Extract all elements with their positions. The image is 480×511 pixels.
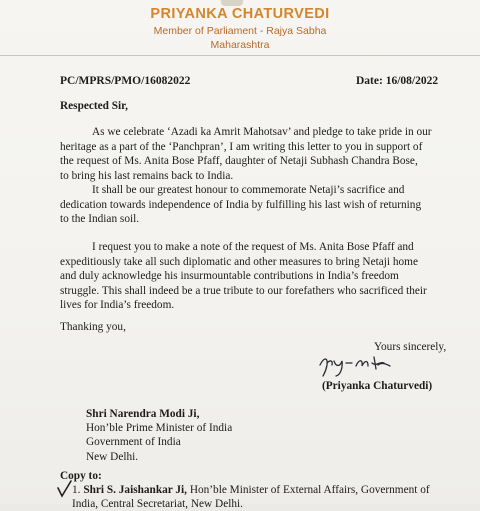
paragraph-line: It shall be our greatest honour to commemorate Netaji’s sacrifice and — [92, 184, 405, 196]
letter-date: Date: 16/08/2022 — [356, 75, 439, 87]
recipient-line: Hon’ble Prime Minister of India — [86, 422, 233, 435]
letterhead-role: Member of Parliament - Rajya Sabha — [153, 25, 327, 37]
copy-to-number: 1. — [72, 484, 81, 496]
paragraph-2 — [60, 183, 458, 227]
recipient-line: Government of India — [86, 436, 181, 449]
paragraph-line: and duly acknowledge his insurmountable contributions in India’s freedom — [60, 270, 399, 283]
closing-line: Yours sincerely, — [374, 341, 447, 353]
paragraph-3 — [60, 240, 458, 313]
signature-icon — [316, 351, 406, 377]
checkmark-icon — [56, 480, 72, 498]
thanks-line: Thanking you, — [60, 321, 126, 333]
letterhead-name: PRIYANKA CHATURVEDI — [150, 6, 330, 22]
signatory-name: (Priyanka Chaturvedi) — [322, 380, 433, 392]
recipient-address — [86, 407, 232, 464]
copy-to-name: Shri S. Jaishankar Ji, — [83, 484, 188, 496]
letterhead-divider — [0, 55, 480, 56]
recipient-name: Shri Narendra Modi Ji, — [86, 408, 200, 420]
recipient-line: New Delhi. — [86, 450, 139, 463]
paragraph-line: As we celebrate ‘Azadi ka Amrit Mahotsav’ and pledge to take pride in our — [92, 126, 432, 138]
paragraph-line: lives for India’s freedom. — [60, 299, 175, 312]
paragraph-line: heritage as a part of the ‘Panchpran’, I am writing this letter to you in support of — [60, 140, 423, 153]
paragraph-line: expeditiously take all such diplomatic and other measures to bring Netaji home — [60, 255, 418, 268]
copy-to-entry — [72, 483, 430, 511]
copy-to-address: India, Central Secretariat, New Delhi. — [72, 498, 243, 511]
paragraph-line: dedication towards independence of India by fulfilling his last wish of returning — [60, 198, 422, 211]
reference-number: PC/MPRS/PMO/16082022 — [60, 75, 191, 87]
paragraph-line: I request you to make a note of the request of Ms. Anita Bose Pfaff and — [92, 241, 414, 253]
letterhead-state: Maharashtra — [210, 39, 270, 51]
copy-to-label: Copy to: — [60, 470, 102, 482]
copy-to-title: Hon’ble Minister of External Affairs, Government of — [187, 484, 430, 496]
paragraph-line: to the Indian soil. — [60, 213, 140, 226]
paragraph-line: to bring his last remains back to India. — [60, 169, 234, 182]
salutation: Respected Sir, — [60, 100, 128, 112]
paragraph-1 — [60, 125, 458, 183]
paragraph-line: the request of Ms. Anita Bose Pfaff, daughter of Netaji Subhash Chandra Bose, — [60, 155, 418, 168]
paragraph-line: struggle. This shall indeed be a true tribute to our forefathers who sacrificed their — [60, 284, 427, 297]
